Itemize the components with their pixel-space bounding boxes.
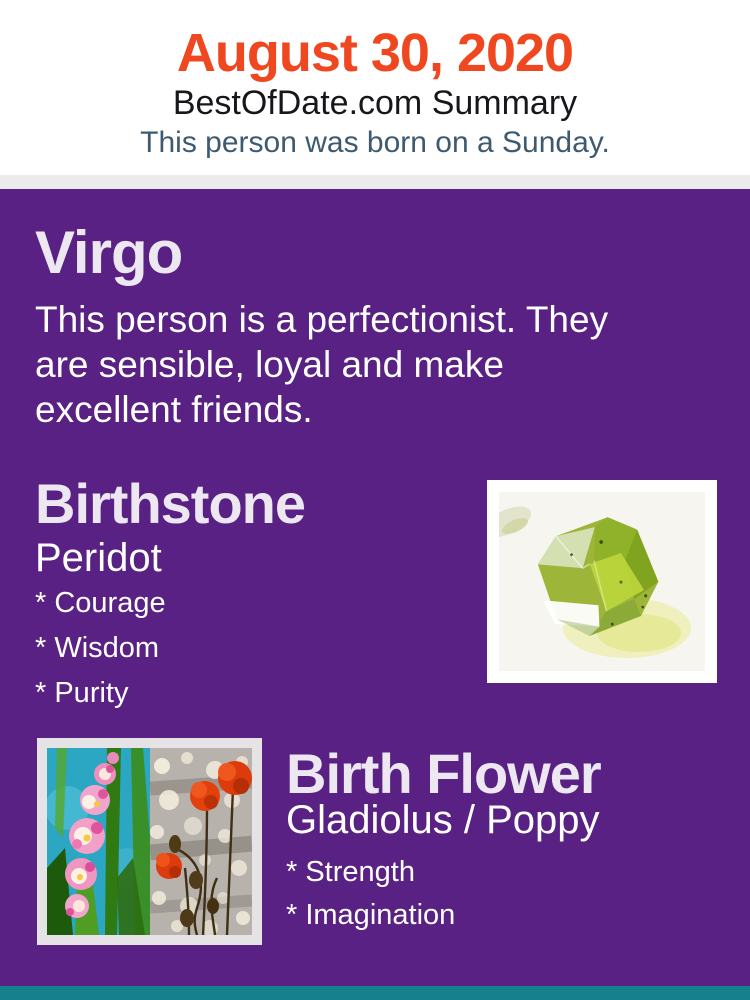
birth-flower-name: Gladiolus / Poppy — [286, 798, 600, 842]
birthstone-name: Peridot — [35, 536, 162, 580]
zodiac-sign-heading: Virgo — [35, 219, 183, 286]
birth-flower-trait: * Strength — [286, 856, 415, 888]
birthstone-trait: * Courage — [35, 587, 166, 619]
birth-flower-trait: * Imagination — [286, 899, 456, 931]
birthstone-heading: Birthstone — [35, 472, 305, 535]
birthstone-trait: * Wisdom — [35, 632, 160, 664]
birth-flower-heading: Birth Flower — [286, 742, 601, 805]
header-divider — [0, 175, 750, 189]
footer-accent-bar — [0, 986, 750, 1000]
header — [0, 0, 750, 175]
peridot-photo — [487, 480, 717, 683]
peridot-gem-illustration — [499, 492, 705, 671]
gladiolus-poppy-illustration — [47, 748, 252, 935]
born-day-note: This person was born on a Sunday. — [140, 126, 610, 159]
site-summary-label: BestOfDate.com Summary — [172, 84, 578, 122]
zodiac-description: This person is a perfectionist. They are sensible, loyal and make excellent friends. — [35, 299, 609, 430]
birthstone-trait: * Purity — [35, 677, 129, 709]
birth-flower-photo — [37, 738, 262, 945]
page-title-date: August 30, 2020 — [176, 23, 574, 83]
